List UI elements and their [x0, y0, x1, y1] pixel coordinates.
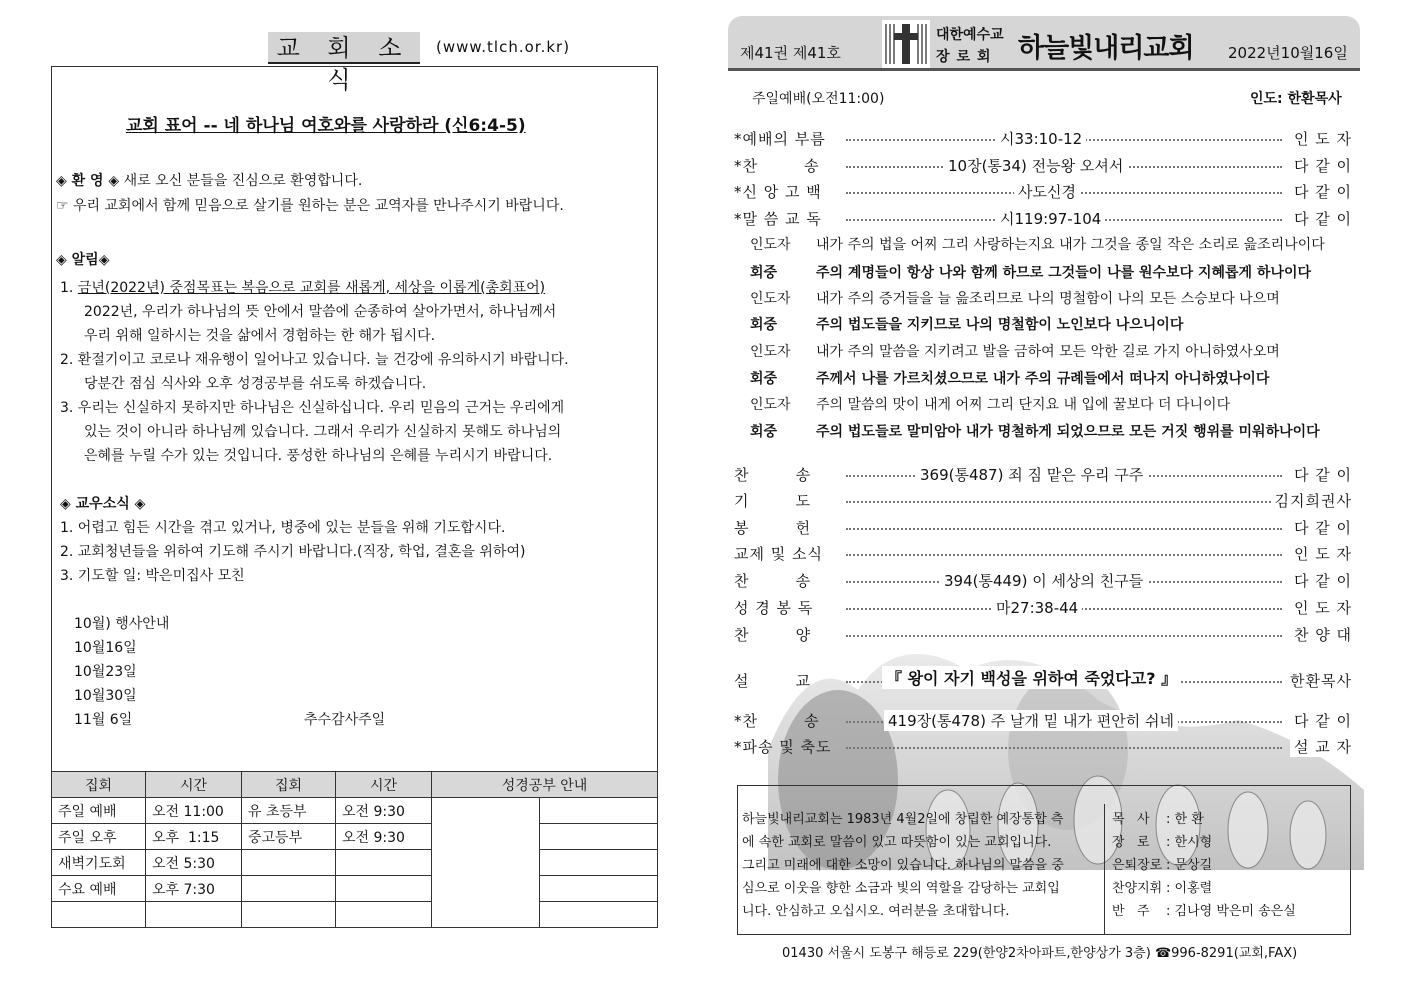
responsive-text: 내가 주의 법을 어찌 그리 사랑하는지요 내가 그것을 종일 작은 소리로 읊조리나이다 [816, 237, 1325, 253]
news-box [51, 66, 658, 772]
table-cell: 오전 9:30 [336, 798, 432, 824]
members-item-1: 1. 어렵고 힘든 시간을 겪고 있거나, 병중에 있는 분들을 위해 기도합시다. [60, 520, 506, 536]
events-heading: 10월) 행사안내 [74, 616, 170, 632]
responsive-speaker: 회중 [750, 317, 778, 333]
worship-title: 주일예배(오전11:00) [752, 91, 885, 107]
staff-role: 은퇴장로 [1112, 858, 1163, 873]
notice-3: 3. 우리는 신실하지 못하지만 하나님은 신실하십니다. 우리 믿음의 근거는 우리에게 [60, 400, 565, 416]
order-value: 마27:38-44 [992, 597, 1082, 618]
order-name: 기 도 [734, 492, 812, 510]
header-cell: 집회 [52, 772, 146, 798]
description-line: 심으로 이웃을 향한 소금과 빛의 역할을 감당하는 교회입 [742, 881, 1060, 896]
staff-role: 장 로 [1112, 835, 1150, 850]
staff-name: : 문상길 [1166, 858, 1213, 873]
staff-name: : 이홍렬 [1166, 881, 1213, 896]
responsive-line [750, 288, 1280, 308]
bible-study-cell [432, 798, 540, 928]
schedule-table [51, 771, 658, 928]
leader-dots [846, 747, 1282, 749]
order-name: *찬 송 [734, 157, 820, 175]
table-row [52, 876, 658, 902]
staff-role: 목 사 [1112, 812, 1150, 827]
table-cell: 오전 11:00 [146, 798, 242, 824]
order-row [734, 570, 1352, 590]
event-date: 10월23일 [74, 664, 137, 680]
table-row [52, 824, 658, 850]
responsive-line [750, 421, 1320, 441]
responsive-line [750, 262, 1311, 282]
notice-2-line2: 당분간 점심 식사와 오후 성경공부를 쉬도록 하겠습니다. [84, 376, 427, 392]
order-value: 시33:10-12 [996, 128, 1086, 149]
responsive-text: 주의 법도들을 지키므로 나의 명철함이 노인보다 나으니이다 [816, 317, 1184, 333]
notice-1-goal: 금년(2022년) 중점목표는 복음으로 교회를 새롭게, 세상을 이롭게(총회표어) [77, 280, 546, 296]
responsive-line [750, 234, 1325, 254]
notice-2: 2. 환절기이고 코로나 재유행이 일어나고 있습니다. 늘 건강에 유의하시기 바랍니다. [60, 352, 569, 368]
order-row [734, 597, 1352, 617]
event-date: 10월16일 [74, 640, 137, 656]
order-performer: 다 같 이 [1290, 517, 1352, 538]
order-row [734, 517, 1352, 537]
info-divider [1104, 804, 1105, 934]
header-cell: 시간 [146, 772, 242, 798]
staff-role: 반 주 [1112, 904, 1150, 919]
order-value: 369(통487) 죄 짐 맡은 우리 구주 [916, 464, 1147, 485]
church-description [742, 808, 1104, 923]
members-item-3: 3. 기도할 일: 박은미집사 모친 [60, 568, 245, 584]
staff-name: : 김나영 박은미 송은실 [1166, 904, 1296, 919]
order-row [734, 464, 1352, 484]
table-row [52, 850, 658, 876]
denomination-line1: 대한예수교 [936, 27, 1004, 43]
order-name: 성 경 봉 독 [734, 599, 814, 617]
table-cell [336, 902, 432, 928]
order-performer: 찬 양 대 [1290, 624, 1352, 645]
staff-name: : 한 환 [1166, 812, 1204, 827]
notice-1-line3: 우리 위해 일하시는 것을 삶에서 경험하는 한 해가 됩시다. [84, 328, 436, 344]
order-value: 10장(통34) 전능왕 오셔서 [944, 155, 1127, 176]
staff-entry [1112, 854, 1212, 873]
table-cell: 유 초등부 [242, 798, 336, 824]
responsive-text: 내가 주의 증거들을 늘 읊조리므로 나의 명철함이 나의 모든 스승보다 나으며 [816, 291, 1280, 307]
staff-name: : 한시형 [1166, 835, 1213, 850]
table-cell: 주일 오후 [52, 824, 146, 850]
table-cell [52, 902, 146, 928]
table-cell: 주일 예배 [52, 798, 146, 824]
notice-1-line2: 2022년, 우리가 하나님의 뜻 안에서 말씀에 순종하여 살아가면서, 하나님께서 [84, 304, 557, 320]
order-row [734, 490, 1352, 510]
order-name: *예배의 부름 [734, 130, 826, 148]
thanksgiving-event: 추수감사주일 [304, 712, 386, 728]
order-row [734, 736, 1352, 756]
table-cell [336, 850, 432, 876]
church-address: 01430 서울시 도봉구 해등로 229(한양2차아파트,한양상가 3층) ☎996-8291(교회,FAX) [782, 946, 1298, 961]
website-link[interactable]: (www.tlch.or.kr) [436, 38, 571, 56]
responsive-line [750, 394, 1230, 414]
order-performer: 다 같 이 [1290, 570, 1352, 591]
order-performer: 다 같 이 [1290, 208, 1352, 229]
notice-3-line3: 은혜를 누릴 수가 있는 것입니다. 풍성한 하나님의 은혜를 누리시기 바랍니다. [84, 448, 553, 464]
responsive-speaker: 회중 [750, 371, 778, 387]
order-name: *말 씀 교 독 [734, 210, 822, 228]
staff-entry [1112, 831, 1212, 850]
table-row [52, 902, 658, 928]
welcome-invite: ☞ 우리 교회에서 함께 믿음으로 살기를 원하는 분은 교역자를 만나주시기 바랍니다. [56, 198, 564, 214]
table-header [52, 772, 658, 798]
responsive-text: 주의 계명들이 항상 나와 함께 하므로 그것들이 나를 원수보다 지혜롭게 하나이다 [816, 265, 1312, 281]
description-line: 하늘빛내리교회는 1983년 4월2일에 창립한 예장통합 측 [742, 812, 1064, 827]
responsive-speaker: 인도자 [750, 397, 791, 413]
order-row [734, 208, 1352, 228]
volume-number: 제41권 제41호 [740, 44, 841, 62]
sermon-title: 『 왕이 자기 백성을 위하여 죽었다고? 』 [882, 666, 1181, 689]
responsive-line [750, 314, 1183, 334]
leader-dots [846, 554, 1282, 556]
issue-date: 2022년10월16일 [1228, 44, 1348, 62]
order-value: 사도신경 [1014, 181, 1080, 202]
header-cell: 시간 [336, 772, 432, 798]
table-cell [146, 902, 242, 928]
order-name: *파송 및 축도 [734, 738, 832, 756]
table-cell: 수요 예배 [52, 876, 146, 902]
table-cell [540, 798, 658, 824]
event-date: 10월30일 [74, 688, 137, 704]
table-cell: 오후 7:30 [146, 876, 242, 902]
description-line: 그리고 미래에 대한 소망이 있습니다. 하나님의 말씀을 중 [742, 858, 1064, 873]
order-performer: 다 같 이 [1290, 155, 1352, 176]
order-name: 설 교 [734, 672, 812, 690]
order-name: 봉 헌 [734, 519, 812, 537]
leader-dots [846, 501, 1282, 503]
staff-entry [1112, 808, 1204, 827]
table-cell [242, 902, 336, 928]
responsive-speaker: 인도자 [750, 291, 791, 307]
responsive-speaker: 인도자 [750, 344, 791, 360]
news-title: 교 회 소 식 [268, 32, 420, 64]
table-row [52, 798, 658, 824]
order-row [734, 710, 1352, 730]
order-row [734, 128, 1352, 148]
leader-dots [846, 635, 1282, 637]
table-cell [336, 876, 432, 902]
order-performer: 다 같 이 [1290, 710, 1352, 731]
welcome-text: 새로 오신 분들을 진심으로 환영합니다. [123, 173, 363, 189]
header-cell: 집회 [242, 772, 336, 798]
order-name: 교제 및 소식 [734, 545, 823, 563]
notice-1-number: 1. [60, 280, 78, 296]
order-row [734, 543, 1352, 563]
responsive-speaker: 회중 [750, 424, 778, 440]
table-cell: 오후 1:15 [146, 824, 242, 850]
order-performer: 인 도 자 [1290, 543, 1352, 564]
table-cell: 오전 5:30 [146, 850, 242, 876]
order-performer: 인 도 자 [1290, 597, 1352, 618]
order-row [734, 670, 1352, 690]
responsive-text: 주께서 나를 가르치셨으므로 내가 주의 규례들에서 떠나지 아니하였나이다 [816, 371, 1270, 387]
description-line: 에 속한 교회로 말씀이 있고 따뜻함이 있는 교회입니다. [742, 835, 1052, 850]
leader-dots [846, 528, 1282, 530]
order-name: 찬 송 [734, 572, 812, 590]
denomination-line2: 장로회 [936, 49, 998, 65]
staff-entry [1112, 900, 1296, 919]
order-performer: 한환목사 [1286, 670, 1352, 691]
table-cell: 중고등부 [242, 824, 336, 850]
table-cell [540, 876, 658, 902]
order-performer: 인 도 자 [1290, 128, 1352, 149]
responsive-text: 주의 법도들로 말미암아 내가 명철하게 되었으므로 모든 거짓 행위를 미워하나이다 [816, 424, 1320, 440]
responsive-line [750, 368, 1269, 388]
order-performer: 설 교 자 [1290, 736, 1352, 757]
order-name: 찬 양 [734, 626, 812, 644]
table-cell: 오전 9:30 [336, 824, 432, 850]
order-performer: 다 같 이 [1290, 181, 1352, 202]
order-row [734, 624, 1352, 644]
notices-heading: ◈ 알림◈ [56, 252, 110, 268]
responsive-speaker: 인도자 [750, 237, 791, 253]
welcome-heading: ◈ 환 영 ◈ [56, 173, 120, 189]
order-name: *신 앙 고 백 [734, 183, 822, 201]
church-motto: 교회 표어 -- 네 하나님 여호와를 사랑하라 (신6:4-5) [126, 116, 526, 136]
bulletin-header [728, 16, 1360, 71]
order-performer: 다 같 이 [1290, 464, 1352, 485]
order-name: 찬 송 [734, 466, 812, 484]
order-row [734, 155, 1352, 175]
notice-3-line2: 있는 것이 아니라 하나님께 있습니다. 그래서 우리가 신실하지 못해도 하나님의 [84, 424, 562, 440]
table-cell: 새벽기도회 [52, 850, 146, 876]
church-name: 하늘빛내리교회 [1018, 33, 1194, 64]
news-header [250, 32, 580, 94]
event-date: 11월 6일 [74, 712, 133, 728]
table-cell [540, 902, 658, 928]
notice-1 [60, 277, 545, 297]
members-heading: ◈ 교우소식 ◈ [60, 496, 146, 512]
table-cell [242, 850, 336, 876]
header-cell: 성경공부 안내 [432, 772, 658, 798]
staff-role: 찬양지휘 [1112, 881, 1163, 896]
responsive-line [750, 341, 1280, 361]
responsive-speaker: 회중 [750, 265, 778, 281]
order-name: *찬 송 [734, 712, 820, 730]
order-value: 394(통449) 이 세상의 친구들 [940, 570, 1147, 591]
cross-logo-icon [882, 20, 930, 68]
order-value: 시119:97-104 [996, 208, 1105, 229]
members-item-2: 2. 교회청년들을 위하여 기도해 주시기 바랍니다.(직장, 학업, 결혼을 위하여) [60, 544, 526, 560]
table-cell [540, 850, 658, 876]
order-row [734, 181, 1352, 201]
responsive-text: 주의 말씀의 맛이 내게 어찌 그리 단지요 내 입에 꿀보다 더 다니이다 [816, 397, 1231, 413]
order-value: 419장(통478) 주 날개 밑 내가 편안히 쉬네 [884, 710, 1178, 731]
description-line: 니다. 안심하고 오십시오. 여러분을 초대합니다. [742, 904, 1010, 919]
church-info-box [737, 785, 1351, 935]
order-performer: 김지희권사 [1271, 490, 1352, 511]
table-cell [242, 876, 336, 902]
worship-leader: 인도: 한환목사 [1250, 91, 1342, 107]
responsive-text: 내가 주의 말씀을 지키려고 발을 금하여 모든 악한 길로 가지 아니하였사오며 [816, 344, 1280, 360]
table-cell [540, 824, 658, 850]
welcome-line [56, 170, 362, 190]
staff-entry [1112, 877, 1212, 896]
